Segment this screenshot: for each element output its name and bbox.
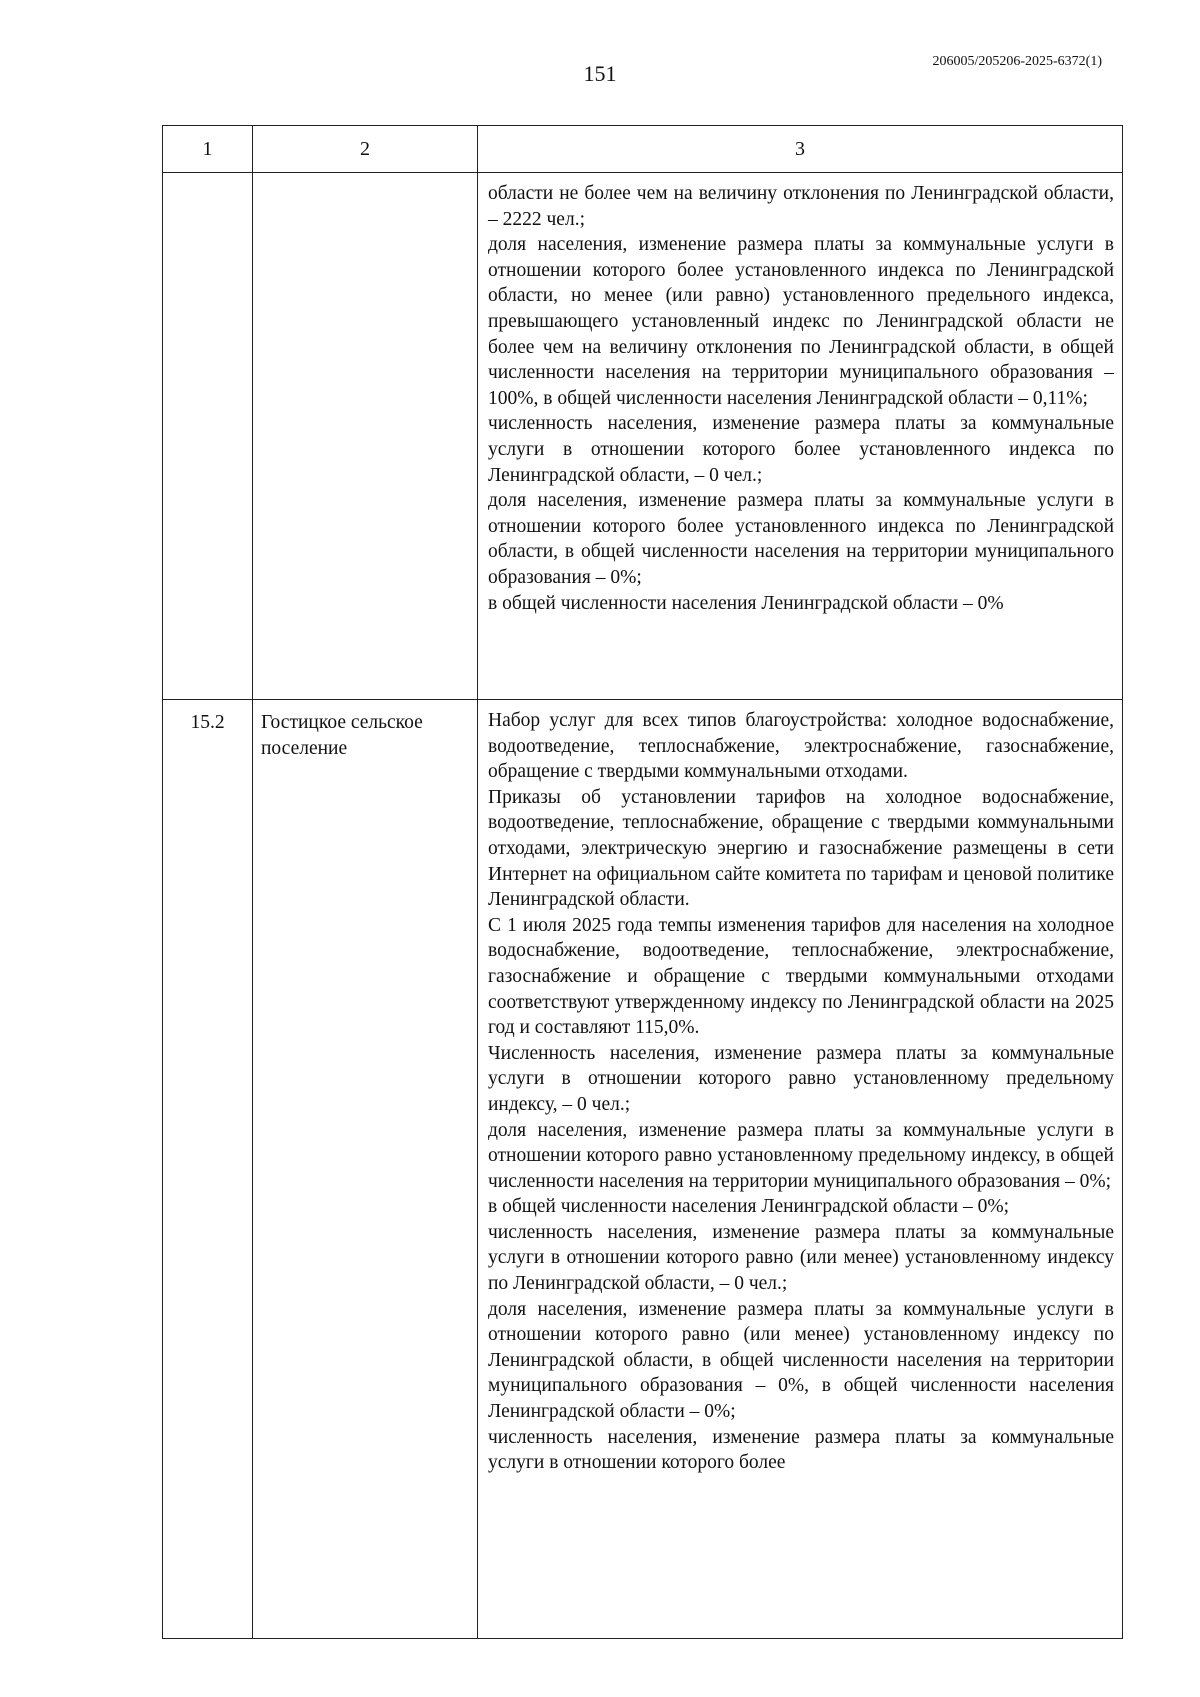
paragraph: доля населения, изменение размера платы за коммунальные услуги в отношении которого более установленного индекса по Ленинградской области, в общей численности населения на территории муниципального образования – 0%; <box>488 490 1114 588</box>
row-number-cell <box>163 700 253 1639</box>
data-table <box>162 125 1123 1639</box>
paragraph: численность населения, изменение размера платы за коммунальные услуги в отношении которого более <box>488 1426 1114 1474</box>
row-description-cell <box>478 173 1123 700</box>
column-header-2: 2 <box>253 126 478 173</box>
row-name <box>253 173 477 183</box>
row-description-cell <box>478 700 1123 1639</box>
row-name: Гостицкое сельское поселение <box>261 712 423 759</box>
row-description <box>478 173 1122 620</box>
paragraph: доля населения, изменение размера платы за коммунальные услуги в отношении которого равно (или менее) установленному индексу по Ленинградской области, в общей численности населения на территории муниципального образования – 0%, в общей численности населения Ленинградской области – 0%; <box>488 1298 1114 1423</box>
row-number-cell <box>163 173 253 700</box>
table-row <box>163 173 1123 700</box>
row-number <box>163 173 252 183</box>
document-id: 206005/205206-2025-6372(1) <box>932 54 1102 69</box>
paragraph: С 1 июля 2025 года темпы изменения тарифов для населения на холодное водоснабжение, водоотведение, теплоснабжение, электроснабжение, газоснабжение и обращение с твердыми коммунальными отходами соответствуют утвержденному индексу по Ленинградской области на 2025 год и составляют 115,0%. <box>488 914 1114 1039</box>
paragraph: в общей численности населения Ленинградской области – 0%; <box>488 1196 1010 1218</box>
paragraph: доля населения, изменение размера платы за коммунальные услуги в отношении которого равно установленному предельному индексу, в общей численности населения на территории муниципального образования – 0%; <box>488 1119 1114 1192</box>
paragraph: численность населения, изменение размера платы за коммунальные услуги в отношении которого более установленного индекса по Ленинградской области, – 0 чел.; <box>488 413 1114 486</box>
paragraph: Приказы об установлении тарифов на холодное водоснабжение, водоотведение, теплоснабжение, обращение с твердыми коммунальными отходами, электрическую энергию и газоснабжение размещены в сети Интернет на официальном сайте комитета по тарифам и ценовой политике Ленинградской области. <box>488 786 1114 911</box>
column-header-3: 3 <box>478 126 1123 173</box>
paragraph: доля населения, изменение размера платы за коммунальные услуги в отношении которого более установленного индекса по Ленинградской области, но менее (или равно) установленного предельного индекса, превышающего установленный индекс по Ленинградской области не более чем на величину отклонения по Ленинградской области, в общей численности населения на территории муниципального образования – 100%, в общей численности населения Ленинградской области – 0,11%; <box>488 234 1114 409</box>
row-number: 15.2 <box>190 712 225 733</box>
paragraph: в общей численности населения Ленинградской области – 0% <box>488 592 1004 614</box>
table-header-row <box>163 126 1123 173</box>
paragraph: Набор услуг для всех типов благоустройства: холодное водоснабжение, водоотведение, теплоснабжение, электроснабжение, газоснабжение, обращение с твердыми коммунальными отходами. <box>488 710 1114 783</box>
column-header-1: 1 <box>163 126 253 173</box>
paragraph: численность населения, изменение размера платы за коммунальные услуги в отношении которого равно (или менее) установленному индексу по Ленинградской области, – 0 чел.; <box>488 1221 1114 1295</box>
row-name-cell <box>253 173 478 700</box>
table-row <box>163 700 1123 1639</box>
paragraph: Численность населения, изменение размера платы за коммунальные услуги в отношении которого равно установленному предельному индексу, – 0 чел.; <box>488 1042 1114 1115</box>
paragraph: области не более чем на величину отклонения по Ленинградской области, – 2222 чел.; <box>488 183 1114 230</box>
page-number: 151 <box>583 61 617 86</box>
row-name-cell <box>253 700 478 1639</box>
row-description <box>478 700 1122 1480</box>
